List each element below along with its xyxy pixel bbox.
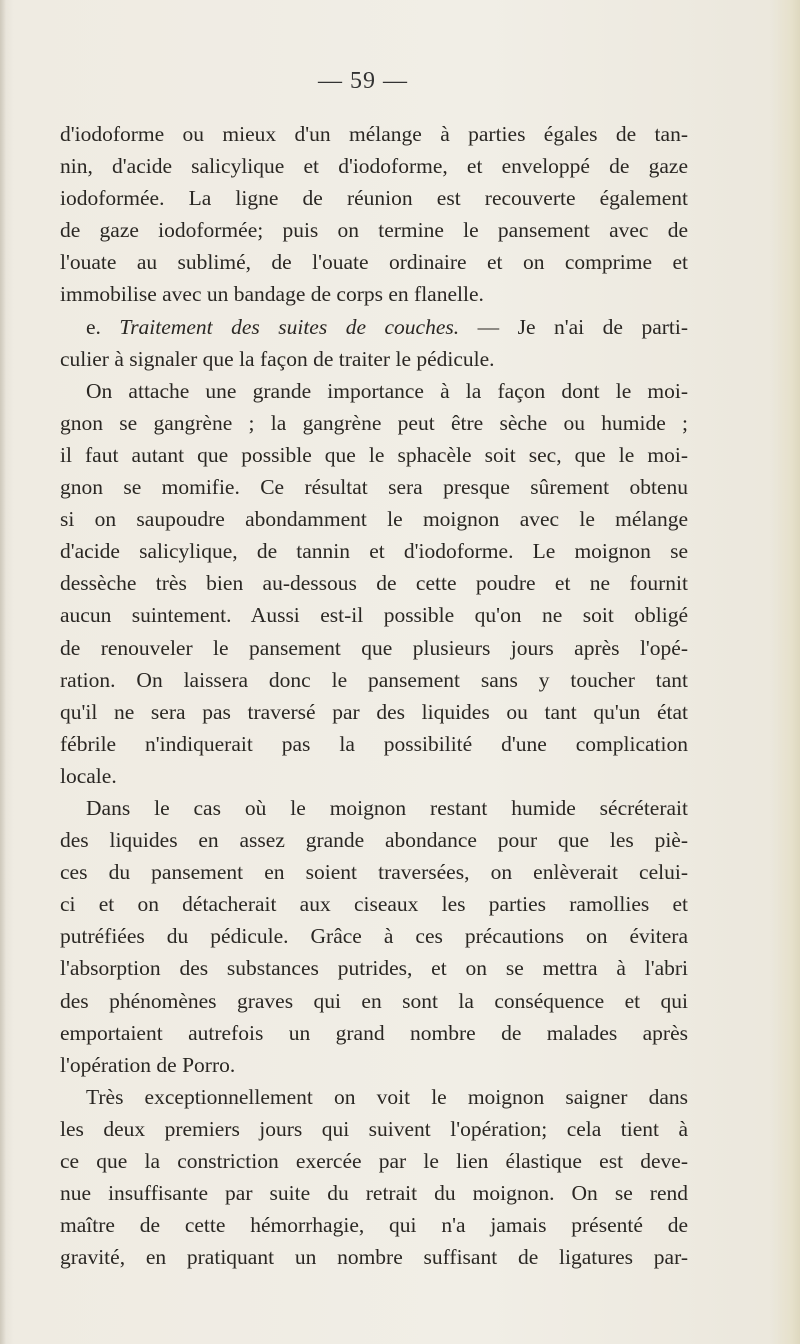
text-line: gravité, en pratiquant un nombre suffisant de ligatures par- — [60, 1245, 688, 1270]
text-line: de gaze iodoformée; puis on termine le pansement avec de — [60, 218, 688, 243]
page-gutter-shadow — [0, 0, 6, 1344]
text-line: nin, d'acide salicylique et d'iodoforme, et enveloppé de gaze — [60, 154, 688, 179]
text-line: iodoformée. La ligne de réunion est recouverte également — [60, 186, 688, 211]
text-line: des liquides en assez grande abondance pour que les piè- — [60, 828, 688, 853]
text-line: ce que la constriction exercée par le lien élastique est deve- — [60, 1149, 688, 1173]
text-line: il faut autant que possible que le sphacèle soit sec, que le moi- — [60, 442, 688, 467]
text-line: des phénomènes graves qui en sont la conséquence et qui — [60, 988, 688, 1013]
section-letter: e. — [86, 314, 120, 339]
text-line: nue insuffisante par suite du retrait du moignon. On se rend — [60, 1181, 688, 1206]
text-line: l'opération de Porro. — [60, 1052, 236, 1077]
body-text — [60, 118, 688, 1273]
text-line: de renouveler le pansement que plusieurs jours après l'opé- — [60, 635, 688, 660]
section-heading-line — [60, 311, 688, 343]
text-line: Dans le cas où le moignon restant humide sécréterait — [86, 795, 688, 820]
text-line: si on saupoudre abondamment le moignon avec le mélange — [60, 507, 688, 532]
text-line: l'absorption des substances putrides, et on se mettra à l'abri — [60, 956, 688, 981]
text-line: maître de cette hémorrhagie, qui n'a jamais présenté de — [60, 1213, 688, 1238]
text-line: aucun suintement. Aussi est-il possible qu'on ne soit obligé — [60, 603, 688, 628]
text-line: d'acide salicylique, de tannin et d'iodoforme. Le moignon se — [60, 539, 688, 564]
page-edge-yellowing — [770, 0, 800, 1344]
text-line: l'ouate au sublimé, de l'ouate ordinaire et on comprime et — [60, 250, 688, 275]
section-title: Traitement des suites de couches. — [119, 314, 460, 339]
text-line: culier à signaler que la façon de traiter le pédicule. — [60, 346, 495, 371]
page-number: — 59 — — [318, 68, 408, 94]
text-line: ces du pansement en soient traversées, on enlèverait celui- — [60, 860, 688, 885]
text-line: immobilise avec un bandage de corps en flanelle. — [60, 282, 484, 307]
text-line: d'iodoforme ou mieux d'un mélange à parties égales de tan- — [60, 122, 688, 146]
text-line: qu'il ne sera pas traversé par des liquides ou tant qu'un état — [60, 699, 688, 724]
text-line: gnon se momifie. Ce résultat sera presque sûrement obtenu — [60, 475, 688, 500]
text-line: fébrile n'indiquerait pas la possibilité d'une complication — [60, 731, 688, 756]
text-line: dessèche très bien au-dessous de cette poudre et ne fournit — [60, 571, 688, 596]
text-line: Très exceptionnellement on voit le moignon saigner dans — [86, 1084, 688, 1109]
text-line: emportaient autrefois un grand nombre de malades après — [60, 1020, 688, 1045]
text-line: ration. On laissera donc le pansement sans y toucher tant — [60, 667, 688, 692]
text-line: On attache une grande importance à la façon dont le moi- — [86, 378, 688, 403]
section-line-rest: — Je n'ai de parti- — [459, 314, 689, 339]
text-line: gnon se gangrène ; la gangrène peut être sèche ou humide ; — [60, 410, 688, 435]
text-line: locale. — [60, 763, 117, 788]
text-line: les deux premiers jours qui suivent l'opération; cela tient à — [60, 1116, 688, 1141]
text-line: ci et on détacherait aux ciseaux les parties ramollies et — [60, 892, 688, 917]
text-line: putréfiées du pédicule. Grâce à ces précautions on évitera — [60, 924, 688, 949]
